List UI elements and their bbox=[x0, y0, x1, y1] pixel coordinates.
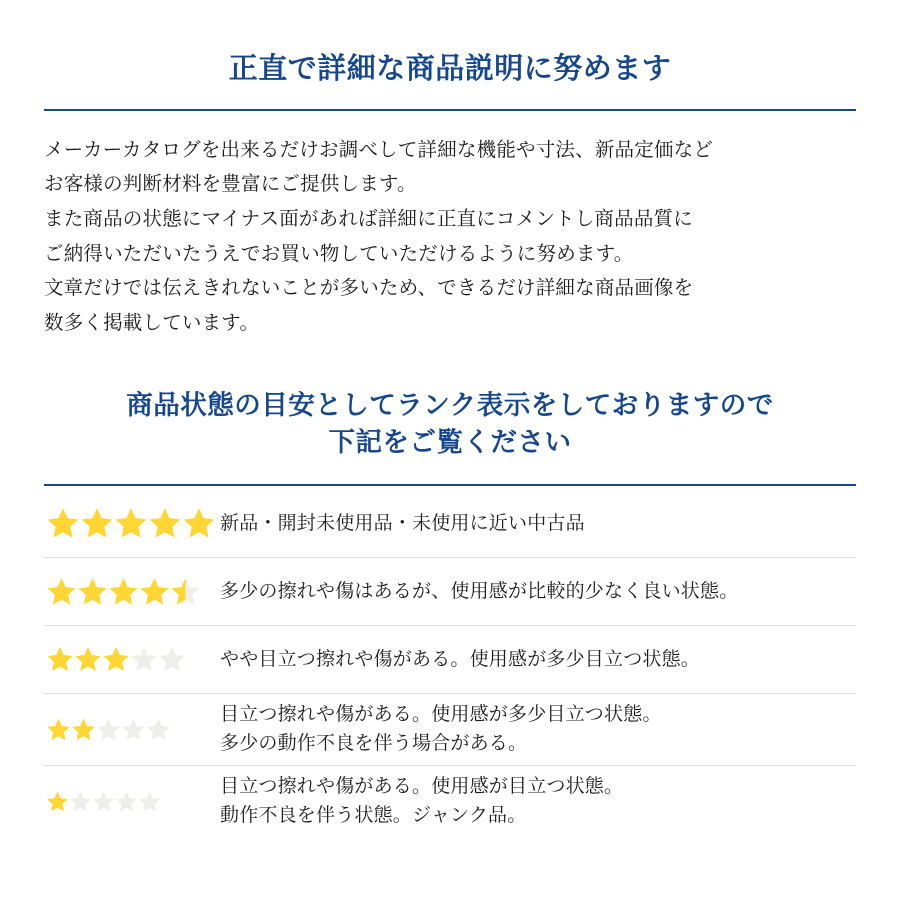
rating-stars-3 bbox=[44, 645, 220, 673]
star-icon bbox=[80, 506, 114, 540]
rating-stars-1 bbox=[44, 790, 220, 813]
rating-stars-5 bbox=[44, 506, 220, 540]
rank-description bbox=[220, 645, 700, 674]
section-2-heading-line-1: 商品状態の目安としてランク表示をしておりますので bbox=[126, 389, 774, 420]
body-line: メーカーカタログを出来るだけお調べして詳細な機能や寸法、新品定価など bbox=[44, 138, 714, 161]
rank-description-line: 多少の動作不良を伴う場合がある。 bbox=[220, 733, 528, 755]
body-line: また商品の状態にマイナス面があれば詳細に正直にコメントし商品品質に bbox=[44, 207, 693, 230]
star-icon bbox=[121, 717, 146, 742]
star-icon bbox=[158, 645, 186, 673]
star-icon bbox=[102, 645, 130, 673]
star-icon bbox=[170, 576, 201, 607]
star-icon bbox=[96, 717, 121, 742]
star-icon bbox=[115, 790, 138, 813]
star-icon bbox=[138, 790, 161, 813]
star-icon bbox=[46, 506, 80, 540]
star-icon bbox=[139, 576, 170, 607]
table-row bbox=[44, 694, 856, 766]
star-icon bbox=[92, 790, 115, 813]
rank-description-line: 目立つ擦れや傷がある。使用感が目立つ状態。 bbox=[220, 775, 624, 797]
body-line: 数多く掲載しています。 bbox=[44, 312, 260, 335]
star-icon bbox=[108, 576, 139, 607]
rank-description bbox=[220, 700, 662, 759]
section-1-heading: 正直で詳細な商品説明に努めます bbox=[228, 53, 672, 86]
star-icon bbox=[71, 717, 96, 742]
star-icon bbox=[148, 506, 182, 540]
rank-description-line: 動作不良を伴う状態。ジャンク品。 bbox=[220, 805, 527, 827]
product-condition-guide bbox=[0, 19, 900, 919]
star-icon bbox=[46, 576, 77, 607]
rank-description-line: やや目立つ擦れや傷がある。使用感が多少目立つ状態。 bbox=[220, 648, 701, 670]
rank-description bbox=[220, 509, 585, 538]
rank-table bbox=[44, 490, 856, 837]
star-icon bbox=[46, 790, 69, 813]
body-line: 文章だけでは伝えきれないことが多いため、できるだけ詳細な商品画像を bbox=[44, 277, 694, 300]
star-icon bbox=[130, 645, 158, 673]
rank-description-line: 新品・開封未使用品・未使用に近い中古品 bbox=[220, 512, 585, 534]
table-row bbox=[44, 558, 856, 626]
star-icon bbox=[46, 717, 71, 742]
rank-description-line: 目立つ擦れや傷がある。使用感が多少目立つ状態。 bbox=[220, 703, 662, 725]
table-row bbox=[44, 490, 856, 558]
section-2-heading-line-2: 下記をご覧ください bbox=[328, 427, 572, 458]
table-row bbox=[44, 626, 856, 694]
rank-description bbox=[220, 772, 623, 831]
star-icon bbox=[69, 790, 92, 813]
rank-description bbox=[220, 577, 738, 606]
star-icon bbox=[46, 645, 74, 673]
section-1-body bbox=[44, 133, 856, 341]
section-2-heading bbox=[44, 387, 856, 462]
star-icon bbox=[182, 506, 216, 540]
rank-description-line: 多少の擦れや傷はあるが、使用感が比較的少なく良い状態。 bbox=[220, 580, 739, 602]
rating-stars-4-5 bbox=[44, 576, 220, 607]
star-icon bbox=[146, 717, 171, 742]
heading-divider-1 bbox=[44, 109, 856, 111]
heading-divider-2 bbox=[44, 484, 856, 486]
star-icon bbox=[114, 506, 148, 540]
body-line: ご納得いただいたうえでお買い物していただけるように努めます。 bbox=[44, 242, 634, 265]
star-icon bbox=[77, 576, 108, 607]
body-line: お客様の判断材料を豊富にご提供します。 bbox=[44, 173, 417, 196]
star-icon bbox=[74, 645, 102, 673]
rating-stars-2 bbox=[44, 717, 220, 742]
table-row bbox=[44, 766, 856, 837]
